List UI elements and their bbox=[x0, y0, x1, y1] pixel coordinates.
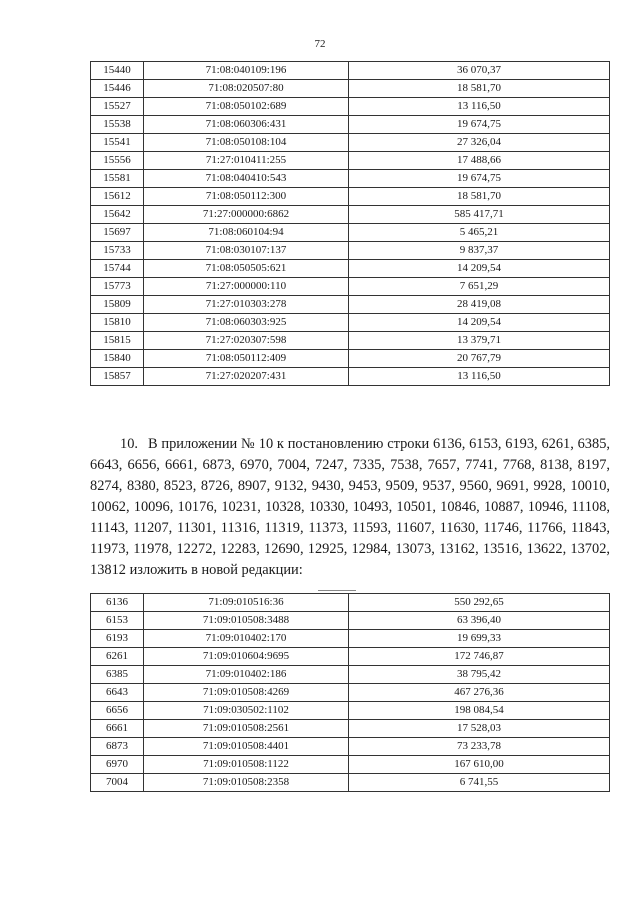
cadastral-number-cell: 71:09:010508:4269 bbox=[144, 684, 349, 702]
table-row bbox=[91, 296, 610, 314]
table-row bbox=[91, 332, 610, 350]
cadastral-number-cell: 71:27:020207:431 bbox=[144, 368, 349, 386]
row-number-cell: 6970 bbox=[91, 756, 144, 774]
table-row bbox=[91, 774, 610, 792]
cadastral-number-cell: 71:08:050108:104 bbox=[144, 134, 349, 152]
row-number-cell: 6656 bbox=[91, 702, 144, 720]
cadastral-number-cell: 71:08:050505:621 bbox=[144, 260, 349, 278]
row-number-cell: 15697 bbox=[91, 224, 144, 242]
cadastral-number-cell: 71:27:010303:278 bbox=[144, 296, 349, 314]
cadastral-value-cell: 167 610,00 bbox=[349, 756, 610, 774]
row-number-cell: 6873 bbox=[91, 738, 144, 756]
cadastral-value-cell: 28 419,08 bbox=[349, 296, 610, 314]
table-row bbox=[91, 350, 610, 368]
cadastral-value-cell: 7 651,29 bbox=[349, 278, 610, 296]
row-number-cell: 15840 bbox=[91, 350, 144, 368]
row-number-cell: 6643 bbox=[91, 684, 144, 702]
row-number-cell: 15642 bbox=[91, 206, 144, 224]
cadastral-number-cell: 71:08:030107:137 bbox=[144, 242, 349, 260]
table-cadastral-values-2 bbox=[90, 593, 610, 792]
table-row bbox=[91, 738, 610, 756]
table-row bbox=[91, 260, 610, 278]
row-number-cell: 6261 bbox=[91, 648, 144, 666]
cadastral-value-cell: 36 070,37 bbox=[349, 62, 610, 80]
row-number-cell: 15581 bbox=[91, 170, 144, 188]
row-number-cell: 15541 bbox=[91, 134, 144, 152]
cadastral-value-cell: 20 767,79 bbox=[349, 350, 610, 368]
cadastral-value-cell: 18 581,70 bbox=[349, 80, 610, 98]
cadastral-number-cell: 71:09:010508:4401 bbox=[144, 738, 349, 756]
cadastral-value-cell: 172 746,87 bbox=[349, 648, 610, 666]
cadastral-value-cell: 13 379,71 bbox=[349, 332, 610, 350]
cadastral-value-cell: 19 699,33 bbox=[349, 630, 610, 648]
paragraph-number: 10. bbox=[120, 436, 138, 452]
cadastral-value-cell: 19 674,75 bbox=[349, 170, 610, 188]
cadastral-number-cell: 71:27:010411:255 bbox=[144, 152, 349, 170]
row-number-cell: 15773 bbox=[91, 278, 144, 296]
cadastral-number-cell: 71:09:010508:3488 bbox=[144, 612, 349, 630]
cadastral-value-cell: 13 116,50 bbox=[349, 98, 610, 116]
cadastral-number-cell: 71:09:010604:9695 bbox=[144, 648, 349, 666]
table-row bbox=[91, 314, 610, 332]
cadastral-value-cell: 38 795,42 bbox=[349, 666, 610, 684]
row-number-cell: 15446 bbox=[91, 80, 144, 98]
row-number-cell: 15810 bbox=[91, 314, 144, 332]
cadastral-value-cell: 14 209,54 bbox=[349, 314, 610, 332]
table-cadastral-values-1 bbox=[90, 61, 610, 386]
table-row bbox=[91, 756, 610, 774]
cadastral-value-cell: 198 084,54 bbox=[349, 702, 610, 720]
table-row bbox=[91, 720, 610, 738]
table-row bbox=[91, 98, 610, 116]
cadastral-number-cell: 71:08:060303:925 bbox=[144, 314, 349, 332]
paragraph-text: В приложении № 10 к постановлению строки 6136, 6153, 6193, 6261, 6385, 6643, 6656, 6661, 6873, 6970, 7004, 7247, 7335, 7538, 7657, 7741, 7768, 8138, 8197, 8274, 8380, 8523, 8726, 8907, 9132, 9430, 9453, 9509, 9537, 9560, 9691, 9928, 10010, 10062, 10096, 10176, 10231, 10328, 10330, 10493, 10501, 10846, 10887, 10946, 11108, 11143, 11207, 11301, 11316, 11319, 11373, 11593, 11607, 11630, 11746, 11766, 11843, 11973, 11978, 12272, 12283, 12690, 12925, 12984, 13073, 13162, 13516, 13622, 13702, 13812 изложить в новой редакции: bbox=[90, 436, 610, 578]
cadastral-value-cell: 73 233,78 bbox=[349, 738, 610, 756]
table-row bbox=[91, 62, 610, 80]
cadastral-number-cell: 71:08:040109:196 bbox=[144, 62, 349, 80]
table-row bbox=[91, 666, 610, 684]
table-row bbox=[91, 242, 610, 260]
table-row bbox=[91, 278, 610, 296]
table-row bbox=[91, 80, 610, 98]
table-row bbox=[91, 224, 610, 242]
cadastral-value-cell: 17 528,03 bbox=[349, 720, 610, 738]
cadastral-number-cell: 71:09:010508:2358 bbox=[144, 774, 349, 792]
table-row bbox=[91, 684, 610, 702]
row-number-cell: 15744 bbox=[91, 260, 144, 278]
row-number-cell: 15857 bbox=[91, 368, 144, 386]
row-number-cell: 15440 bbox=[91, 62, 144, 80]
table-body bbox=[91, 594, 610, 792]
cadastral-value-cell: 63 396,40 bbox=[349, 612, 610, 630]
cadastral-number-cell: 71:27:000000:6862 bbox=[144, 206, 349, 224]
cadastral-number-cell: 71:09:030502:1102 bbox=[144, 702, 349, 720]
cadastral-number-cell: 71:27:020307:598 bbox=[144, 332, 349, 350]
table-row bbox=[91, 134, 610, 152]
cadastral-value-cell: 18 581,70 bbox=[349, 188, 610, 206]
row-number-cell: 15809 bbox=[91, 296, 144, 314]
table-row bbox=[91, 152, 610, 170]
cadastral-value-cell: 17 488,66 bbox=[349, 152, 610, 170]
cadastral-number-cell: 71:27:000000:110 bbox=[144, 278, 349, 296]
row-number-cell: 6661 bbox=[91, 720, 144, 738]
cadastral-number-cell: 71:08:020507:80 bbox=[144, 80, 349, 98]
row-number-cell: 7004 bbox=[91, 774, 144, 792]
table-row bbox=[91, 630, 610, 648]
row-number-cell: 15556 bbox=[91, 152, 144, 170]
table-row bbox=[91, 702, 610, 720]
row-number-cell: 15612 bbox=[91, 188, 144, 206]
cadastral-value-cell: 5 465,21 bbox=[349, 224, 610, 242]
cadastral-number-cell: 71:08:050102:689 bbox=[144, 98, 349, 116]
row-number-cell: 15815 bbox=[91, 332, 144, 350]
row-number-cell: 6136 bbox=[91, 594, 144, 612]
cadastral-number-cell: 71:08:040410:543 bbox=[144, 170, 349, 188]
row-number-cell: 6153 bbox=[91, 612, 144, 630]
cadastral-number-cell: 71:09:010508:1122 bbox=[144, 756, 349, 774]
row-number-cell: 15527 bbox=[91, 98, 144, 116]
row-number-cell: 6385 bbox=[91, 666, 144, 684]
separator-rule bbox=[318, 590, 356, 591]
table-row bbox=[91, 612, 610, 630]
table-row bbox=[91, 206, 610, 224]
cadastral-value-cell: 467 276,36 bbox=[349, 684, 610, 702]
cadastral-number-cell: 71:08:050112:409 bbox=[144, 350, 349, 368]
row-number-cell: 6193 bbox=[91, 630, 144, 648]
cadastral-value-cell: 9 837,37 bbox=[349, 242, 610, 260]
table-row bbox=[91, 170, 610, 188]
table-row bbox=[91, 116, 610, 134]
cadastral-value-cell: 6 741,55 bbox=[349, 774, 610, 792]
cadastral-value-cell: 14 209,54 bbox=[349, 260, 610, 278]
cadastral-number-cell: 71:09:010402:186 bbox=[144, 666, 349, 684]
cadastral-value-cell: 19 674,75 bbox=[349, 116, 610, 134]
cadastral-value-cell: 13 116,50 bbox=[349, 368, 610, 386]
paragraph-item-10 bbox=[90, 434, 610, 581]
cadastral-number-cell: 71:09:010516:36 bbox=[144, 594, 349, 612]
table-row bbox=[91, 368, 610, 386]
table-row bbox=[91, 188, 610, 206]
cadastral-value-cell: 27 326,04 bbox=[349, 134, 610, 152]
cadastral-number-cell: 71:09:010508:2561 bbox=[144, 720, 349, 738]
cadastral-number-cell: 71:08:060104:94 bbox=[144, 224, 349, 242]
cadastral-number-cell: 71:08:060306:431 bbox=[144, 116, 349, 134]
row-number-cell: 15538 bbox=[91, 116, 144, 134]
table-body bbox=[91, 62, 610, 386]
cadastral-value-cell: 585 417,71 bbox=[349, 206, 610, 224]
row-number-cell: 15733 bbox=[91, 242, 144, 260]
page-number: 72 bbox=[314, 38, 326, 50]
table-row bbox=[91, 594, 610, 612]
cadastral-value-cell: 550 292,65 bbox=[349, 594, 610, 612]
table-row bbox=[91, 648, 610, 666]
cadastral-number-cell: 71:09:010402:170 bbox=[144, 630, 349, 648]
cadastral-number-cell: 71:08:050112:300 bbox=[144, 188, 349, 206]
